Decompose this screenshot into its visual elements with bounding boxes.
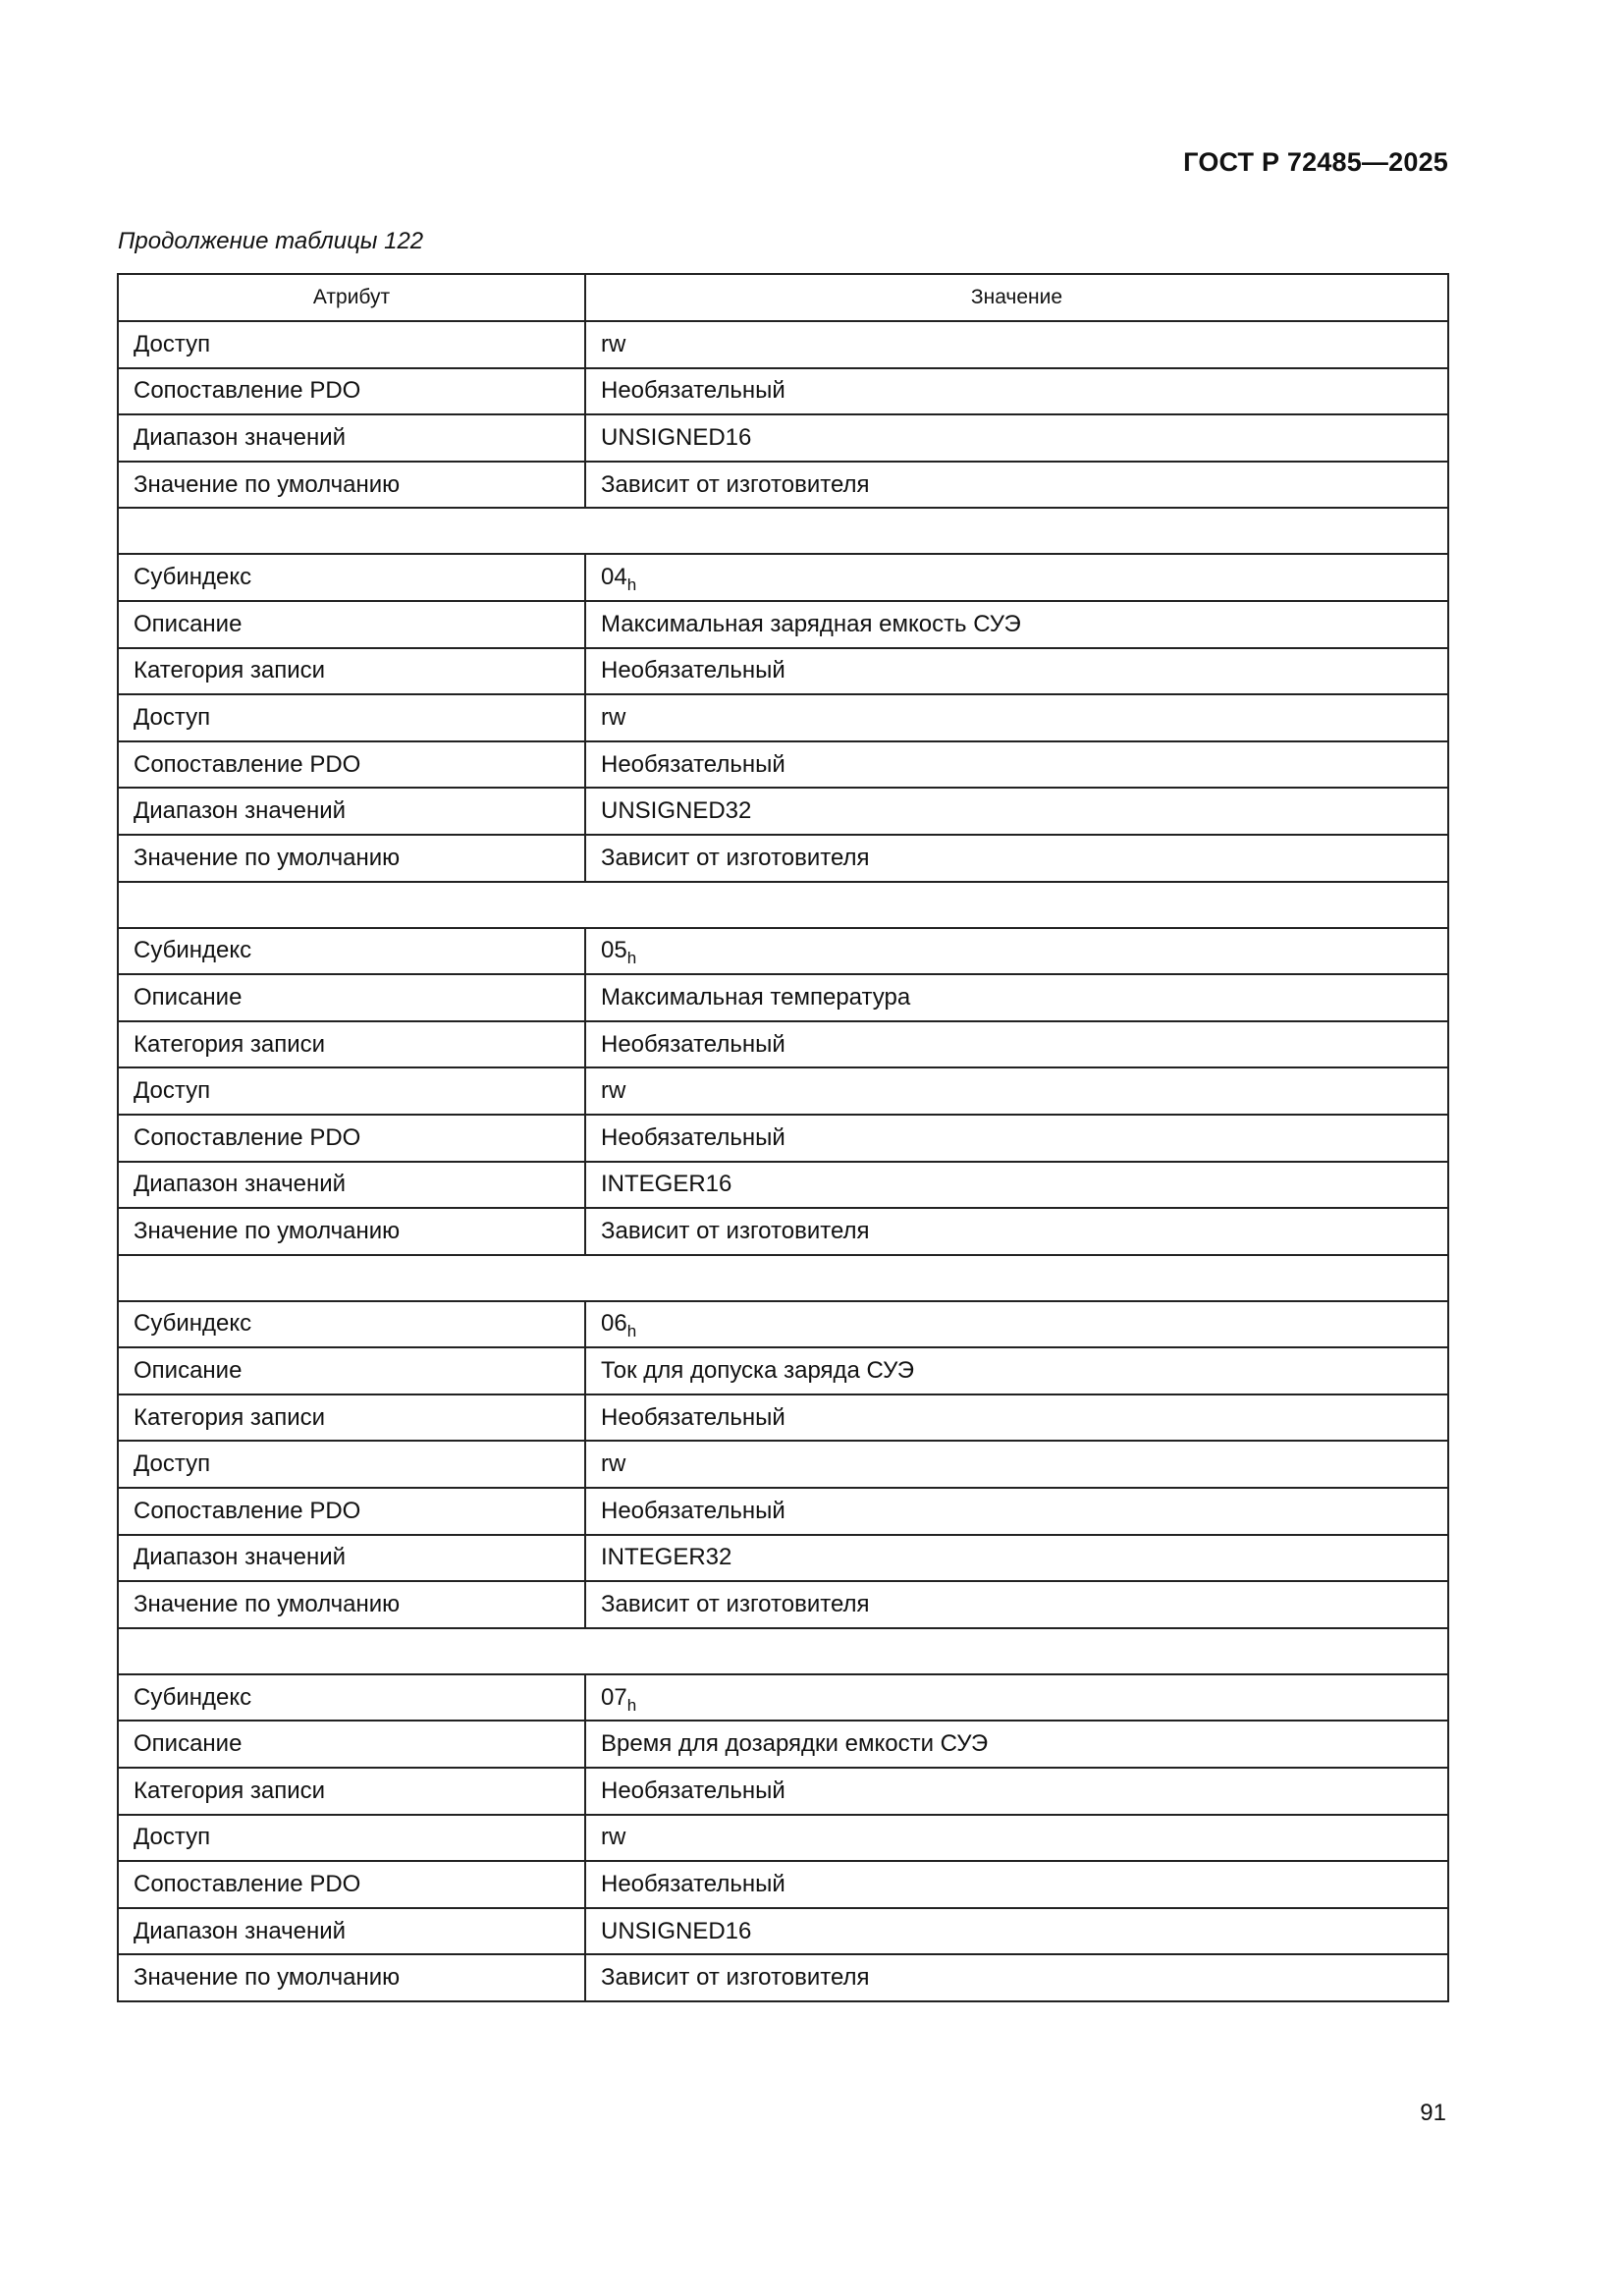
value-text: 06 (601, 1310, 627, 1338)
attribute-cell: Значение по умолчанию (118, 1208, 585, 1255)
table-row (118, 1301, 1448, 1348)
value-cell (585, 1721, 1448, 1768)
value-cell (585, 741, 1448, 789)
attribute-cell: Описание (118, 974, 585, 1021)
spacer-cell (118, 508, 1448, 554)
value-cell (585, 1162, 1448, 1209)
value-cell (585, 1581, 1448, 1628)
value-cell (585, 368, 1448, 415)
table-row (118, 1535, 1448, 1582)
value-cell (585, 1954, 1448, 2001)
value-text: 04 (601, 564, 627, 591)
table-row (118, 694, 1448, 741)
value-text: Зависит от изготовителя (601, 470, 870, 498)
attribute-cell: Диапазон значений (118, 1535, 585, 1582)
table-row (118, 554, 1448, 601)
table-row (118, 1441, 1448, 1488)
attribute-cell: Субиндекс (118, 1301, 585, 1348)
value-cell (585, 835, 1448, 882)
value-text: rw (601, 330, 626, 357)
value-text: INTEGER32 (601, 1544, 732, 1571)
attribute-cell: Значение по умолчанию (118, 835, 585, 882)
value-cell (585, 321, 1448, 368)
column-header-attribute: Атрибут (118, 274, 585, 321)
value-text: Зависит от изготовителя (601, 1964, 870, 1992)
value-cell (585, 974, 1448, 1021)
attribute-table (117, 273, 1449, 2002)
attribute-cell: Доступ (118, 1067, 585, 1115)
value-text: Необязательный (601, 1030, 785, 1058)
attribute-cell: Значение по умолчанию (118, 1954, 585, 2001)
value-cell (585, 1441, 1448, 1488)
attribute-cell: Описание (118, 601, 585, 648)
value-text: Необязательный (601, 1403, 785, 1431)
hex-suffix: h (626, 1695, 637, 1715)
table-row (118, 1815, 1448, 1862)
value-text: Максимальная зарядная емкость СУЭ (601, 610, 1021, 637)
attribute-cell: Доступ (118, 1815, 585, 1862)
table-row (118, 1021, 1448, 1068)
table-row (118, 1908, 1448, 1955)
hex-suffix: h (626, 575, 637, 595)
attribute-cell: Категория записи (118, 1394, 585, 1442)
attribute-cell: Диапазон значений (118, 414, 585, 462)
page-number: 91 (1420, 2100, 1446, 2126)
attribute-cell: Доступ (118, 321, 585, 368)
table-row (118, 1394, 1448, 1442)
value-cell (585, 1535, 1448, 1582)
attribute-cell: Описание (118, 1347, 585, 1394)
attribute-cell: Субиндекс (118, 928, 585, 975)
table-row (118, 1067, 1448, 1115)
attribute-cell: Сопоставление PDO (118, 1488, 585, 1535)
value-text: rw (601, 1077, 626, 1105)
value-text: rw (601, 1824, 626, 1851)
value-cell (585, 554, 1448, 601)
attribute-cell: Сопоставление PDO (118, 741, 585, 789)
hex-suffix: h (626, 949, 637, 968)
value-cell (585, 1674, 1448, 1722)
value-text: UNSIGNED16 (601, 423, 752, 451)
attribute-cell: Значение по умолчанию (118, 1581, 585, 1628)
spacer-cell (118, 1628, 1448, 1674)
value-text: UNSIGNED32 (601, 797, 752, 825)
table-spacer-row (118, 882, 1448, 928)
attribute-cell: Сопоставление PDO (118, 1115, 585, 1162)
attribute-cell: Категория записи (118, 648, 585, 695)
table-spacer-row (118, 1628, 1448, 1674)
hex-suffix: h (626, 1322, 637, 1341)
value-cell (585, 694, 1448, 741)
attribute-cell: Субиндекс (118, 554, 585, 601)
value-text: Зависит от изготовителя (601, 844, 870, 871)
value-text: rw (601, 703, 626, 731)
spacer-cell (118, 882, 1448, 928)
table-row (118, 414, 1448, 462)
value-cell (585, 1301, 1448, 1348)
table-row (118, 928, 1448, 975)
attribute-cell: Категория записи (118, 1021, 585, 1068)
value-cell (585, 1347, 1448, 1394)
table-caption: Продолжение таблицы 122 (118, 228, 424, 254)
table-row (118, 321, 1448, 368)
value-text: rw (601, 1450, 626, 1478)
table-row (118, 1162, 1448, 1209)
table-row (118, 1768, 1448, 1815)
attribute-cell: Значение по умолчанию (118, 462, 585, 509)
table-body (118, 321, 1448, 2001)
value-cell (585, 1908, 1448, 1955)
value-text: Максимальная температура (601, 983, 911, 1011)
value-text: Необязательный (601, 1777, 785, 1804)
attribute-cell: Субиндекс (118, 1674, 585, 1722)
value-cell (585, 1394, 1448, 1442)
value-text: Необязательный (601, 657, 785, 684)
attribute-cell: Диапазон значений (118, 1908, 585, 1955)
document-code: ГОСТ Р 72485—2025 (1183, 147, 1448, 177)
value-cell (585, 1067, 1448, 1115)
table-row (118, 835, 1448, 882)
table-row (118, 1581, 1448, 1628)
value-text: Время для дозарядки емкости СУЭ (601, 1730, 989, 1758)
table-row (118, 1488, 1448, 1535)
attribute-cell: Категория записи (118, 1768, 585, 1815)
attribute-cell: Диапазон значений (118, 1162, 585, 1209)
table-row (118, 1115, 1448, 1162)
attribute-cell: Доступ (118, 1441, 585, 1488)
table-row (118, 974, 1448, 1021)
value-text: Необязательный (601, 377, 785, 405)
table-row (118, 601, 1448, 648)
table-header-row (118, 274, 1448, 321)
table-row (118, 648, 1448, 695)
attribute-cell: Описание (118, 1721, 585, 1768)
value-text: 07 (601, 1683, 627, 1711)
value-text: Ток для допуска заряда СУЭ (601, 1357, 915, 1385)
value-text: Необязательный (601, 750, 785, 778)
value-cell (585, 1768, 1448, 1815)
value-cell (585, 1115, 1448, 1162)
value-text: INTEGER16 (601, 1171, 732, 1198)
value-cell (585, 462, 1448, 509)
spacer-cell (118, 1255, 1448, 1301)
value-cell (585, 1861, 1448, 1908)
table-row (118, 1208, 1448, 1255)
column-header-value: Значение (585, 274, 1448, 321)
value-cell (585, 1021, 1448, 1068)
value-cell (585, 601, 1448, 648)
value-cell (585, 1488, 1448, 1535)
value-text: UNSIGNED16 (601, 1917, 752, 1944)
table-row (118, 462, 1448, 509)
table-row (118, 1674, 1448, 1722)
attribute-cell: Сопоставление PDO (118, 1861, 585, 1908)
value-cell (585, 1208, 1448, 1255)
value-text: 05 (601, 937, 627, 964)
table-row (118, 368, 1448, 415)
value-text: Необязательный (601, 1871, 785, 1898)
value-cell (585, 928, 1448, 975)
table-row (118, 1347, 1448, 1394)
table-row (118, 1861, 1448, 1908)
table-row (118, 1721, 1448, 1768)
attribute-cell: Диапазон значений (118, 788, 585, 835)
value-text: Необязательный (601, 1123, 785, 1151)
table-row (118, 741, 1448, 789)
attribute-cell: Сопоставление PDO (118, 368, 585, 415)
attribute-cell: Доступ (118, 694, 585, 741)
value-text: Зависит от изготовителя (601, 1591, 870, 1618)
table-spacer-row (118, 1255, 1448, 1301)
value-text: Зависит от изготовителя (601, 1217, 870, 1244)
value-cell (585, 1815, 1448, 1862)
value-cell (585, 414, 1448, 462)
table-spacer-row (118, 508, 1448, 554)
value-cell (585, 648, 1448, 695)
value-cell (585, 788, 1448, 835)
table-row (118, 1954, 1448, 2001)
table-row (118, 788, 1448, 835)
value-text: Необязательный (601, 1497, 785, 1524)
